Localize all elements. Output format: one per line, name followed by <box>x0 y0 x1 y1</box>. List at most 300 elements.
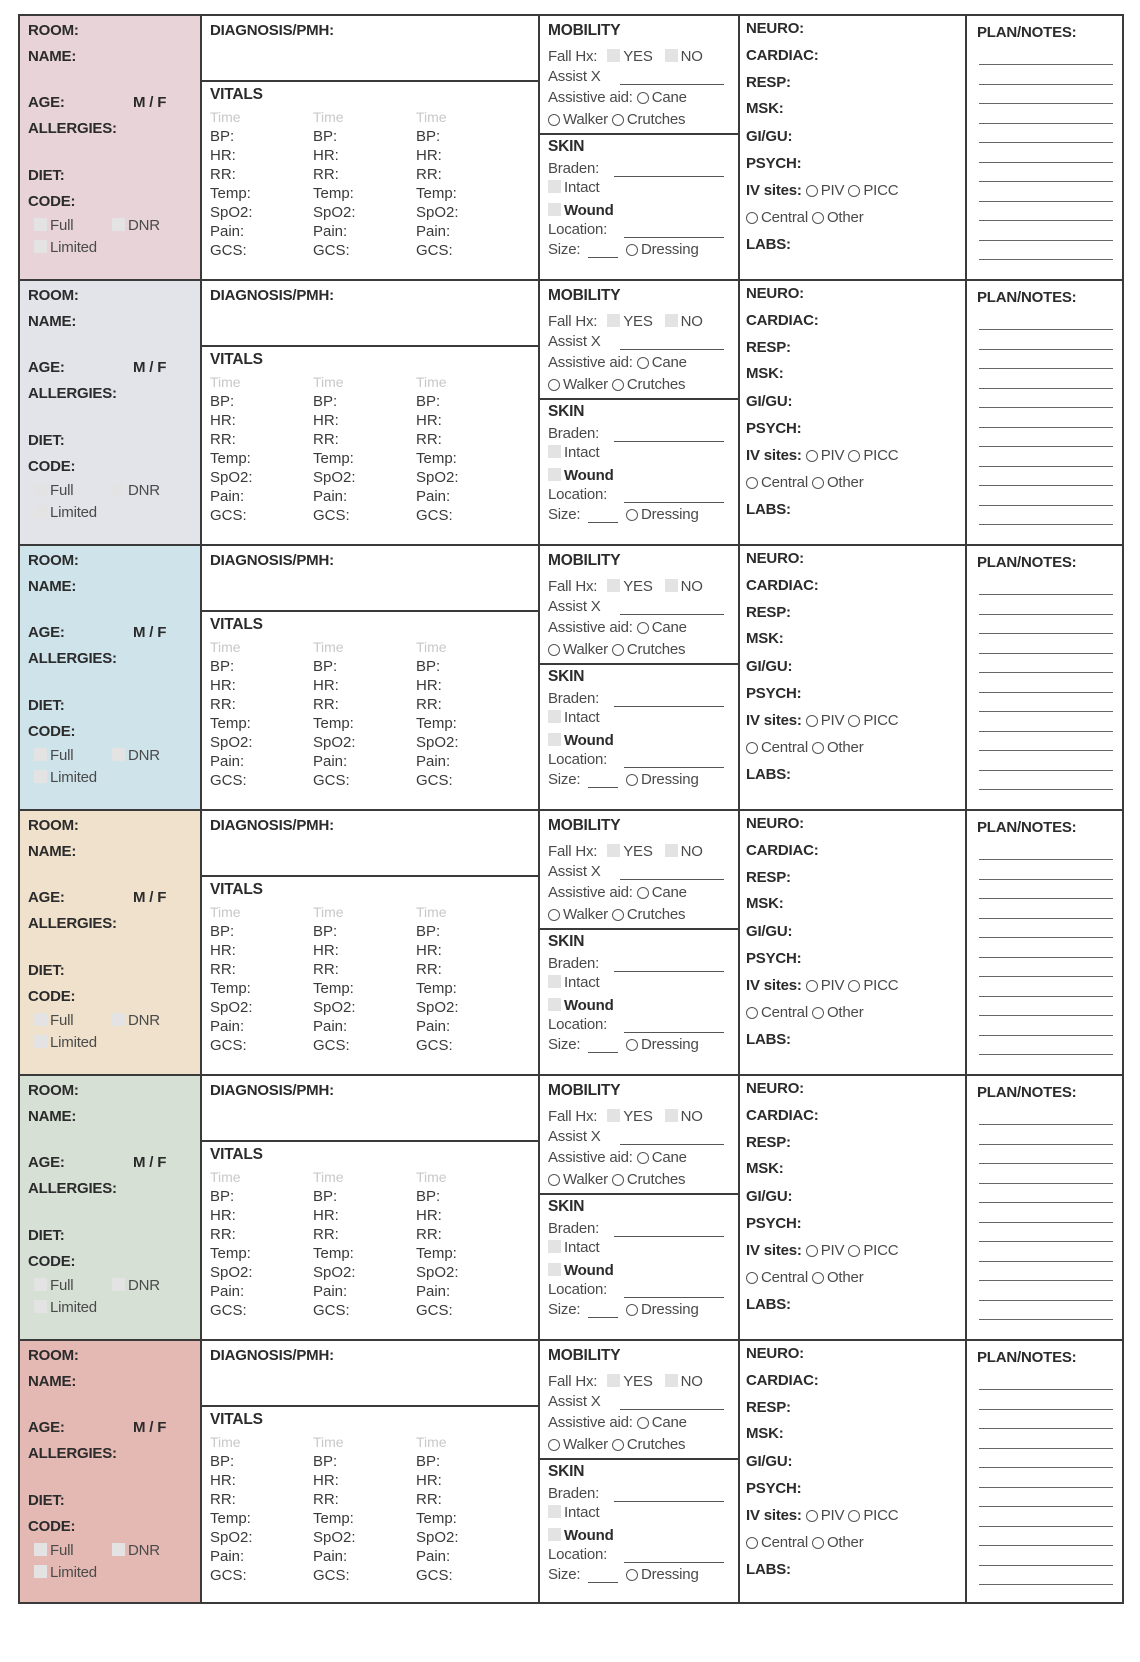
note-line[interactable] <box>979 731 1113 732</box>
note-line[interactable] <box>979 1241 1113 1242</box>
intact-option[interactable] <box>548 1504 600 1521</box>
note-line[interactable] <box>979 692 1113 693</box>
note-line[interactable] <box>979 407 1113 408</box>
note-line[interactable] <box>979 1261 1113 1262</box>
note-line[interactable] <box>979 1319 1113 1320</box>
size-line[interactable] <box>588 522 618 523</box>
psych-label: PSYCH: <box>746 1480 802 1497</box>
note-line[interactable] <box>979 349 1113 350</box>
intact-checkbox[interactable] <box>548 1240 561 1253</box>
note-line[interactable] <box>979 162 1113 163</box>
code-limited-option[interactable] <box>34 1299 97 1316</box>
note-line[interactable] <box>979 937 1113 938</box>
size-label: Size: <box>548 771 581 788</box>
resp-label: RESP: <box>746 74 791 91</box>
note-line[interactable] <box>979 466 1113 467</box>
braden-line[interactable] <box>614 706 724 707</box>
location-line[interactable] <box>624 502 724 503</box>
full-checkbox[interactable] <box>34 483 47 496</box>
code-full-option[interactable] <box>34 482 73 499</box>
systems-column <box>740 16 967 279</box>
vitals-column[interactable] <box>313 1168 417 1320</box>
vitals-column[interactable] <box>210 108 314 260</box>
other-radio[interactable] <box>812 1537 824 1549</box>
vitals-column[interactable] <box>210 373 314 525</box>
size-label: Size: <box>548 241 581 258</box>
note-line[interactable] <box>979 1163 1113 1164</box>
vitals-column[interactable] <box>313 373 417 525</box>
dnr-label: DNR <box>128 747 160 764</box>
fall-hx-label: Fall Hx: <box>548 1108 598 1125</box>
picc-radio[interactable] <box>848 1510 860 1522</box>
intact-checkbox[interactable] <box>548 445 561 458</box>
vitals-column[interactable] <box>313 1433 417 1585</box>
vitals-column[interactable] <box>210 903 314 1055</box>
vitals-column[interactable] <box>416 1433 520 1585</box>
code-limited-option[interactable] <box>34 1564 97 1581</box>
note-line[interactable] <box>979 329 1113 330</box>
full-checkbox[interactable] <box>34 1543 47 1556</box>
wound-option[interactable] <box>548 467 614 484</box>
code-full-option[interactable] <box>34 1542 73 1559</box>
note-line[interactable] <box>979 1526 1113 1527</box>
code-full-option[interactable] <box>34 1277 73 1294</box>
note-line[interactable] <box>979 142 1113 143</box>
wound-option[interactable] <box>548 997 614 1014</box>
assist-x-line[interactable] <box>620 349 724 350</box>
vitals-row-label: BP: <box>416 923 441 940</box>
dnr-checkbox[interactable] <box>112 1013 125 1026</box>
sex-label: M / F <box>133 94 167 111</box>
picc-radio[interactable] <box>848 1245 860 1257</box>
braden-line[interactable] <box>614 176 724 177</box>
dressing-radio[interactable] <box>626 1039 638 1051</box>
note-line[interactable] <box>979 1222 1113 1223</box>
location-line[interactable] <box>624 237 724 238</box>
code-limited-option[interactable] <box>34 1034 97 1051</box>
note-line[interactable] <box>979 368 1113 369</box>
note-line[interactable] <box>979 976 1113 977</box>
vitals-column[interactable] <box>210 1168 314 1320</box>
code-dnr-option[interactable] <box>112 1012 160 1029</box>
full-checkbox[interactable] <box>34 1278 47 1291</box>
diagnosis-vitals-column <box>202 281 540 544</box>
full-checkbox[interactable] <box>34 748 47 761</box>
note-line[interactable] <box>979 1144 1113 1145</box>
assist-x-line[interactable] <box>620 614 724 615</box>
note-line[interactable] <box>979 1409 1113 1410</box>
neuro-label: NEURO: <box>746 1080 804 1097</box>
intact-checkbox[interactable] <box>548 180 561 193</box>
assist-x-line[interactable] <box>620 1409 724 1410</box>
central-radio[interactable] <box>746 212 758 224</box>
note-line[interactable] <box>979 1565 1113 1566</box>
central-radio[interactable] <box>746 477 758 489</box>
cane-radio[interactable] <box>637 1417 649 1429</box>
diagnosis-label: DIAGNOSIS/PMH: <box>210 817 334 834</box>
fall-no-checkbox[interactable] <box>665 49 678 62</box>
intact-option[interactable] <box>548 1239 600 1256</box>
note-line[interactable] <box>979 201 1113 202</box>
wound-checkbox[interactable] <box>548 468 561 481</box>
dressing-radio[interactable] <box>626 1304 638 1316</box>
size-line[interactable] <box>588 1582 618 1583</box>
fall-no-checkbox[interactable] <box>665 579 678 592</box>
cane-radio[interactable] <box>637 92 649 104</box>
code-limited-option[interactable] <box>34 769 97 786</box>
note-line[interactable] <box>979 1280 1113 1281</box>
full-checkbox[interactable] <box>34 1013 47 1026</box>
diagnosis-divider <box>202 875 538 877</box>
age-label: AGE: <box>28 1154 65 1171</box>
crutches-radio[interactable] <box>612 379 624 391</box>
limited-label: Limited <box>50 239 97 256</box>
wound-checkbox[interactable] <box>548 1528 561 1541</box>
note-line[interactable] <box>979 711 1113 712</box>
location-line[interactable] <box>624 1562 724 1563</box>
vitals-column[interactable] <box>210 638 314 790</box>
dressing-radio[interactable] <box>626 244 638 256</box>
iv-sites-label: IV sites: <box>746 1507 802 1524</box>
allergies-label: ALLERGIES: <box>28 915 117 932</box>
cane-radio[interactable] <box>637 1152 649 1164</box>
note-line[interactable] <box>979 1545 1113 1546</box>
intact-checkbox[interactable] <box>548 710 561 723</box>
wound-option[interactable] <box>548 1262 614 1279</box>
crutches-radio[interactable] <box>612 644 624 656</box>
note-line[interactable] <box>979 1487 1113 1488</box>
fall-yes-checkbox[interactable] <box>607 579 620 592</box>
fall-yes-checkbox[interactable] <box>607 1374 620 1387</box>
walker-radio[interactable] <box>548 1174 560 1186</box>
note-line[interactable] <box>979 614 1113 615</box>
fall-yes-checkbox[interactable] <box>607 844 620 857</box>
cardiac-label: CARDIAC: <box>746 312 819 329</box>
fall-no-checkbox[interactable] <box>665 1374 678 1387</box>
braden-line[interactable] <box>614 1501 724 1502</box>
crutches-label: Crutches <box>626 1171 686 1188</box>
vitals-row-label: Pain: <box>313 1283 348 1300</box>
fall-no-checkbox[interactable] <box>665 314 678 327</box>
limited-checkbox[interactable] <box>34 505 47 518</box>
mobility-skin-column <box>540 546 740 809</box>
piv-radio[interactable] <box>806 980 818 992</box>
note-line[interactable] <box>979 1202 1113 1203</box>
vitals-label: VITALS <box>210 1411 263 1428</box>
central-radio[interactable] <box>746 1537 758 1549</box>
dressing-radio[interactable] <box>626 509 638 521</box>
note-line[interactable] <box>979 1015 1113 1016</box>
crutches-radio[interactable] <box>612 114 624 126</box>
limited-label: Limited <box>50 1564 97 1581</box>
vitals-column[interactable] <box>416 638 520 790</box>
fall-no-checkbox[interactable] <box>665 844 678 857</box>
note-line[interactable] <box>979 1448 1113 1449</box>
intact-option[interactable] <box>548 974 600 991</box>
intact-checkbox[interactable] <box>548 1505 561 1518</box>
note-line[interactable] <box>979 524 1113 525</box>
note-line[interactable] <box>979 633 1113 634</box>
allergies-label: ALLERGIES: <box>28 120 117 137</box>
note-line[interactable] <box>979 1124 1113 1125</box>
size-line[interactable] <box>588 257 618 258</box>
braden-line[interactable] <box>614 441 724 442</box>
demographics-column <box>20 1341 202 1602</box>
cane-radio[interactable] <box>637 887 649 899</box>
note-line[interactable] <box>979 220 1113 221</box>
dressing-option <box>622 506 699 523</box>
skin-divider <box>540 398 738 400</box>
crutches-label: Crutches <box>626 1436 686 1453</box>
dnr-checkbox[interactable] <box>112 218 125 231</box>
dressing-radio[interactable] <box>626 1569 638 1581</box>
dressing-radio[interactable] <box>626 774 638 786</box>
piv-radio[interactable] <box>806 1510 818 1522</box>
braden-line[interactable] <box>614 1236 724 1237</box>
central-label: Central <box>761 1004 808 1021</box>
size-label: Size: <box>548 1036 581 1053</box>
note-line[interactable] <box>979 1467 1113 1468</box>
crutches-radio[interactable] <box>612 1174 624 1186</box>
fall-yes-checkbox[interactable] <box>607 49 620 62</box>
note-line[interactable] <box>979 859 1113 860</box>
size-line[interactable] <box>588 1052 618 1053</box>
assist-x-line[interactable] <box>620 1144 724 1145</box>
note-line[interactable] <box>979 103 1113 104</box>
code-dnr-option[interactable] <box>112 217 160 234</box>
skin-label: SKIN <box>548 1463 585 1480</box>
note-line[interactable] <box>979 64 1113 65</box>
note-line[interactable] <box>979 485 1113 486</box>
note-line[interactable] <box>979 1054 1113 1055</box>
piv-radio[interactable] <box>806 450 818 462</box>
patient-block <box>20 546 1122 811</box>
piv-radio[interactable] <box>806 1245 818 1257</box>
other-radio[interactable] <box>812 477 824 489</box>
note-line[interactable] <box>979 1584 1113 1585</box>
note-line[interactable] <box>979 1506 1113 1507</box>
vitals-row-label: GCS: <box>416 507 453 524</box>
vitals-row-label: SpO2: <box>416 1264 459 1281</box>
msk-label: MSK: <box>746 895 784 912</box>
crutches-radio[interactable] <box>612 909 624 921</box>
assist-x-line[interactable] <box>620 84 724 85</box>
dnr-checkbox[interactable] <box>112 483 125 496</box>
walker-radio[interactable] <box>548 114 560 126</box>
wound-checkbox[interactable] <box>548 733 561 746</box>
code-dnr-option[interactable] <box>112 1542 160 1559</box>
note-line[interactable] <box>979 1183 1113 1184</box>
intact-label: Intact <box>564 974 600 991</box>
intact-label: Intact <box>564 444 600 461</box>
wound-option[interactable] <box>548 202 614 219</box>
vitals-column[interactable] <box>416 373 520 525</box>
intact-option[interactable] <box>548 444 600 461</box>
central-radio[interactable] <box>746 1272 758 1284</box>
other-radio[interactable] <box>812 1007 824 1019</box>
picc-radio[interactable] <box>848 715 860 727</box>
note-line[interactable] <box>979 672 1113 673</box>
vitals-row-label: HR: <box>313 147 339 164</box>
limited-checkbox[interactable] <box>34 1565 47 1578</box>
vitals-row-label: HR: <box>210 1472 236 1489</box>
note-line[interactable] <box>979 789 1113 790</box>
dnr-checkbox[interactable] <box>112 748 125 761</box>
walker-radio[interactable] <box>548 379 560 391</box>
code-limited-option[interactable] <box>34 239 97 256</box>
vitals-row-label: Pain: <box>313 223 348 240</box>
vitals-column[interactable] <box>313 638 417 790</box>
vitals-label: VITALS <box>210 86 263 103</box>
location-line[interactable] <box>624 767 724 768</box>
code-full-option[interactable] <box>34 747 73 764</box>
iv-type-row <box>742 1269 863 1286</box>
picc-radio[interactable] <box>848 980 860 992</box>
braden-line[interactable] <box>614 971 724 972</box>
other-radio[interactable] <box>812 742 824 754</box>
vitals-column[interactable] <box>210 1433 314 1585</box>
note-line[interactable] <box>979 750 1113 751</box>
gigu-label: GI/GU: <box>746 1453 793 1470</box>
fall-yes-checkbox[interactable] <box>607 314 620 327</box>
vitals-row-label: BP: <box>210 923 235 940</box>
wound-checkbox[interactable] <box>548 998 561 1011</box>
vitals-column[interactable] <box>416 1168 520 1320</box>
age-label: AGE: <box>28 1419 65 1436</box>
location-line[interactable] <box>624 1032 724 1033</box>
wound-option[interactable] <box>548 1527 614 1544</box>
note-line[interactable] <box>979 1428 1113 1429</box>
vitals-row-label: Temp: <box>416 1245 457 1262</box>
vitals-column[interactable] <box>313 108 417 260</box>
vitals-row-label: Pain: <box>416 1548 451 1565</box>
limited-checkbox[interactable] <box>34 1300 47 1313</box>
vitals-column[interactable] <box>416 903 520 1055</box>
walker-radio[interactable] <box>548 909 560 921</box>
msk-label: MSK: <box>746 1160 784 1177</box>
code-limited-option[interactable] <box>34 504 97 521</box>
vitals-row-label: HR: <box>416 412 442 429</box>
limited-checkbox[interactable] <box>34 1035 47 1048</box>
limited-checkbox[interactable] <box>34 770 47 783</box>
crutches-radio[interactable] <box>612 1439 624 1451</box>
fall-no-checkbox[interactable] <box>665 1109 678 1122</box>
note-line[interactable] <box>979 446 1113 447</box>
code-full-option[interactable] <box>34 1012 73 1029</box>
full-label: Full <box>50 482 74 499</box>
dressing-label: Dressing <box>641 506 699 523</box>
code-dnr-option[interactable] <box>112 482 160 499</box>
central-radio[interactable] <box>746 1007 758 1019</box>
vitals-row-label: SpO2: <box>210 469 253 486</box>
limited-checkbox[interactable] <box>34 240 47 253</box>
note-line[interactable] <box>979 1035 1113 1036</box>
wound-option[interactable] <box>548 732 614 749</box>
intact-checkbox[interactable] <box>548 975 561 988</box>
iv-sites-label: IV sites: <box>746 712 802 729</box>
cane-radio[interactable] <box>637 622 649 634</box>
code-label: CODE: <box>28 723 76 740</box>
size-line[interactable] <box>588 1317 618 1318</box>
code-full-option[interactable] <box>34 217 73 234</box>
central-radio[interactable] <box>746 742 758 754</box>
note-line[interactable] <box>979 84 1113 85</box>
assist-x-line[interactable] <box>620 879 724 880</box>
vitals-column[interactable] <box>313 903 417 1055</box>
resp-label: RESP: <box>746 604 791 621</box>
fall-no-label: NO <box>680 843 703 860</box>
skin-label: SKIN <box>548 668 585 685</box>
full-checkbox[interactable] <box>34 218 47 231</box>
vitals-time-label: Time <box>416 639 447 655</box>
note-line[interactable] <box>979 427 1113 428</box>
size-line[interactable] <box>588 787 618 788</box>
walker-radio[interactable] <box>548 1439 560 1451</box>
note-line[interactable] <box>979 1300 1113 1301</box>
note-line[interactable] <box>979 259 1113 260</box>
vitals-row-label: RR: <box>416 1226 442 1243</box>
note-line[interactable] <box>979 505 1113 506</box>
piv-radio[interactable] <box>806 185 818 197</box>
other-radio[interactable] <box>812 1272 824 1284</box>
vitals-row-label: HR: <box>313 412 339 429</box>
plan-notes-column <box>967 546 1122 809</box>
note-line[interactable] <box>979 181 1113 182</box>
walker-radio[interactable] <box>548 644 560 656</box>
vitals-row-label: HR: <box>416 677 442 694</box>
picc-radio[interactable] <box>848 450 860 462</box>
mobility-skin-column <box>540 16 740 279</box>
picc-radio[interactable] <box>848 185 860 197</box>
fall-no-label: NO <box>680 578 703 595</box>
walker-label: Walker <box>563 641 608 658</box>
code-dnr-option[interactable] <box>112 747 160 764</box>
dnr-checkbox[interactable] <box>112 1278 125 1291</box>
location-line[interactable] <box>624 1297 724 1298</box>
note-line[interactable] <box>979 123 1113 124</box>
note-line[interactable] <box>979 898 1113 899</box>
intact-option[interactable] <box>548 709 600 726</box>
note-line[interactable] <box>979 653 1113 654</box>
note-line[interactable] <box>979 918 1113 919</box>
note-line[interactable] <box>979 388 1113 389</box>
piv-radio[interactable] <box>806 715 818 727</box>
cane-radio[interactable] <box>637 357 649 369</box>
wound-checkbox[interactable] <box>548 203 561 216</box>
dnr-checkbox[interactable] <box>112 1543 125 1556</box>
note-line[interactable] <box>979 957 1113 958</box>
room-label: ROOM: <box>28 1082 79 1099</box>
intact-option[interactable] <box>548 179 600 196</box>
vitals-column[interactable] <box>416 108 520 260</box>
vitals-row-label: Pain: <box>210 753 245 770</box>
other-label: Other <box>826 474 864 491</box>
note-line[interactable] <box>979 1389 1113 1390</box>
wound-checkbox[interactable] <box>548 1263 561 1276</box>
note-line[interactable] <box>979 240 1113 241</box>
note-line[interactable] <box>979 770 1113 771</box>
code-dnr-option[interactable] <box>112 1277 160 1294</box>
vitals-row-label: Temp: <box>313 980 354 997</box>
other-radio[interactable] <box>812 212 824 224</box>
iv-type-row <box>742 474 863 491</box>
note-line[interactable] <box>979 594 1113 595</box>
note-line[interactable] <box>979 879 1113 880</box>
vitals-row-label: SpO2: <box>416 204 459 221</box>
braden-label: Braden: <box>548 1220 600 1237</box>
fall-yes-checkbox[interactable] <box>607 1109 620 1122</box>
note-line[interactable] <box>979 996 1113 997</box>
